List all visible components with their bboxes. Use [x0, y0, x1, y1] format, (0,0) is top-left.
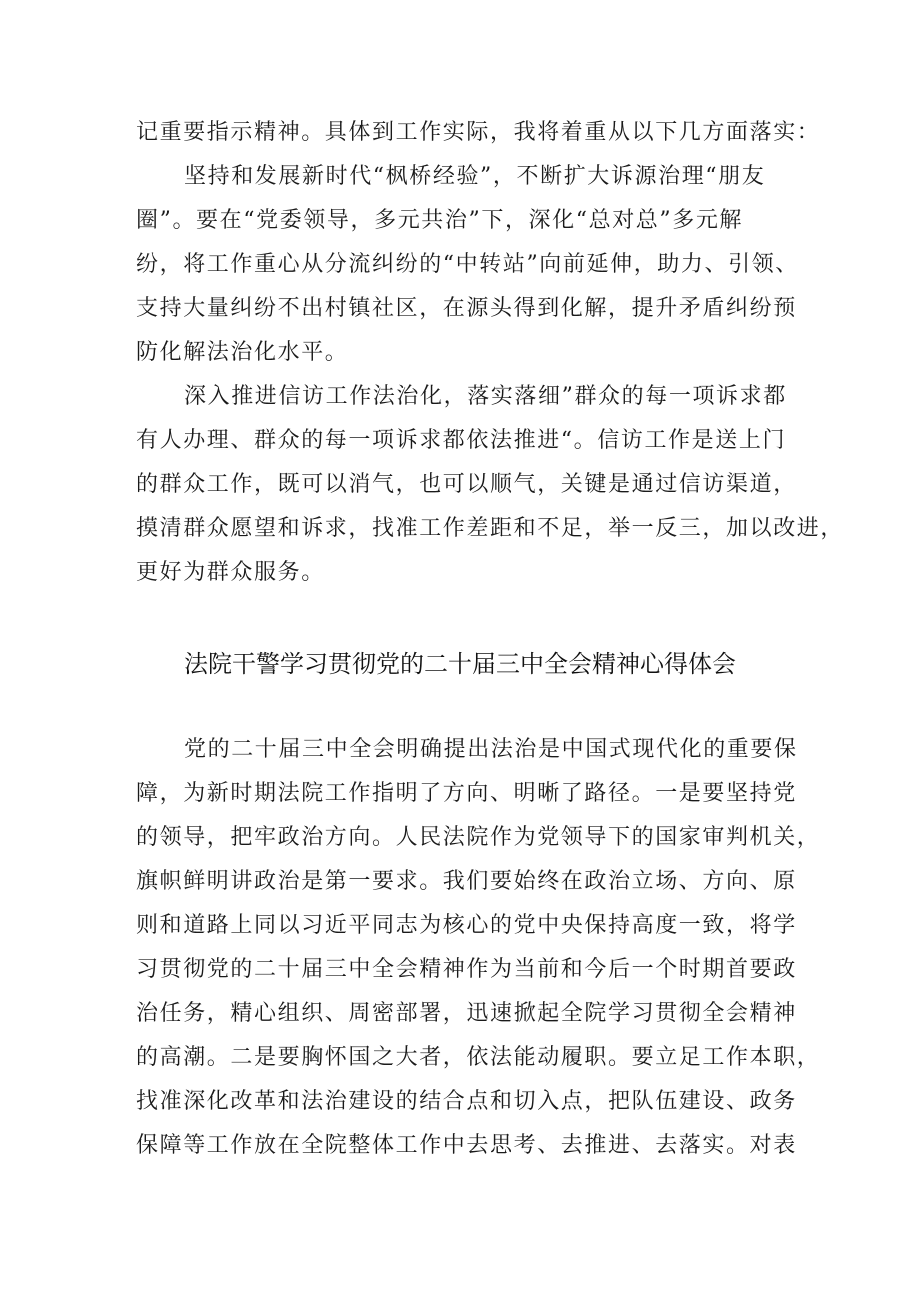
- paragraph-line: 纷，将工作重心从分流纠纷的“中转站”向前延伸，助力、引领、: [136, 252, 799, 277]
- paragraph-line: 旗帜鲜明讲政治是第一要求。我们要始终在政治立场、方向、原: [136, 869, 797, 894]
- paragraph-line: 则和道路上同以习近平同志为核心的党中央保持高度一致，将学: [136, 913, 797, 938]
- paragraph-line: 治任务，精心组织、周密部署，迅速掀起全院学习贯彻全会精神: [136, 1001, 797, 1026]
- paragraph-line: 的群众工作，既可以消气，也可以顺气，关键是通过信访渠道，: [136, 472, 797, 497]
- paragraph-line: 防化解法治化水平。: [136, 340, 349, 365]
- paragraph-line: 找准深化改革和法治建设的结合点和切入点，把队伍建设、政务: [136, 1089, 797, 1114]
- paragraph-line: 支持大量纠纷不出村镇社区，在源头得到化解，提升矛盾纠纷预: [136, 296, 797, 321]
- paragraph-line: 更好为群众服务。: [136, 560, 325, 585]
- paragraph-line: 有人办理、群众的每一项诉求都依法推进“。信访工作是送上门: [136, 428, 787, 453]
- paragraph-line: 的领导，把牢政治方向。人民法院作为党领导下的国家审判机关，: [136, 825, 821, 850]
- paragraph-line: 记重要指示精神。具体到工作实际，我将着重从以下几方面落实：: [136, 120, 821, 145]
- paragraph-line: 摸清群众愿望和诉求，找准工作差距和不足，举一反三，加以改进，: [136, 516, 845, 541]
- paragraph-line: 保障等工作放在全院整体工作中去思考、去推进、去落实。对表: [136, 1133, 797, 1158]
- paragraph-line: 深入推进信访工作法治化，落实落细”群众的每一项诉求都: [184, 384, 787, 409]
- paragraph-line: 习贯彻党的二十届三中全会精神作为当前和今后一个时期首要政: [136, 957, 797, 982]
- paragraph-line: 坚持和发展新时代“枫桥经验”，不断扩大诉源治理“朋友: [184, 164, 766, 189]
- paragraph-line: 障，为新时期法院工作指明了方向、明晰了路径。一是要坚持党: [136, 781, 797, 806]
- paragraph-line: 党的二十届三中全会明确提出法治是中国式现代化的重要保: [184, 737, 798, 762]
- paragraph-line: 圈”。要在“党委领导，多元共治”下，深化“总对总”多元解: [136, 208, 744, 233]
- paragraph-line: 的高潮。二是要胸怀国之大者，依法能动履职。要立足工作本职，: [136, 1045, 821, 1070]
- article-title: 法院干警学习贯彻党的二十届三中全会精神心得体会: [184, 650, 736, 678]
